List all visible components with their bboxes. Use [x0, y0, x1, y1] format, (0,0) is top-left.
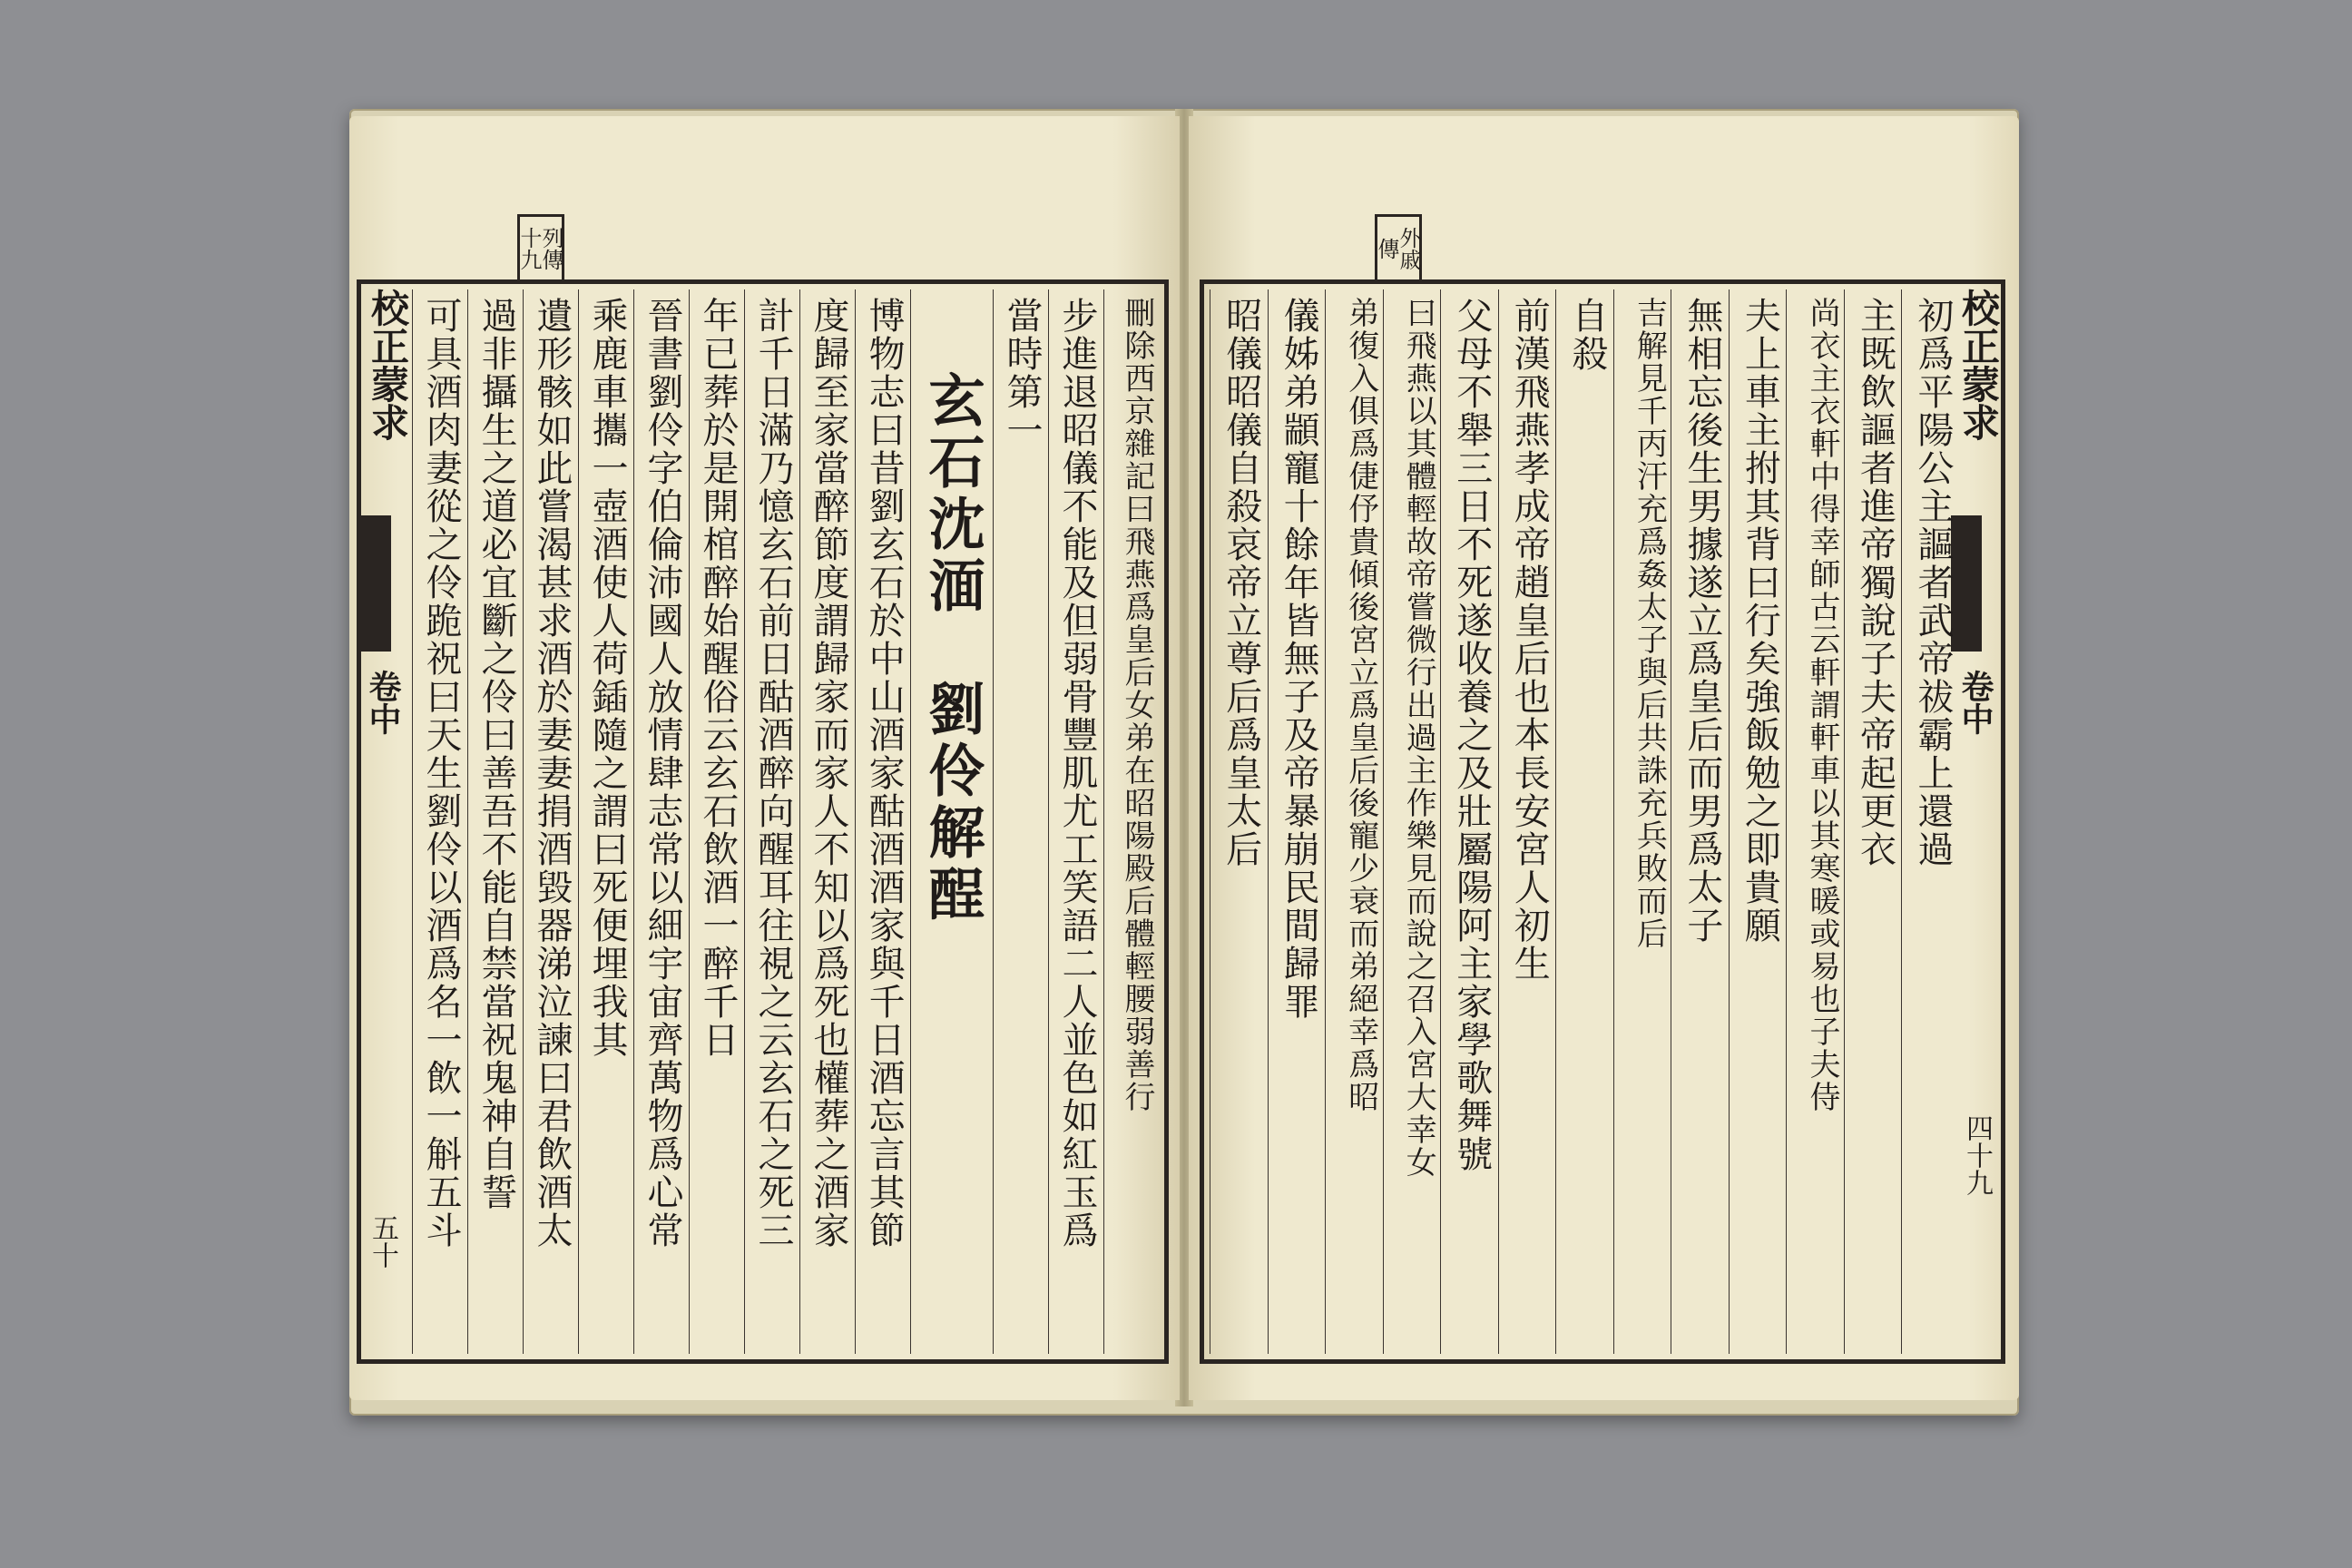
right-text-frame [1200, 279, 2005, 1364]
right-edge-volume: 卷中 [1956, 670, 1994, 735]
left-edge-volume: 卷中 [364, 670, 402, 735]
left-text-columns [412, 289, 1159, 1354]
left-page-number: 五十 [367, 1214, 398, 1269]
text-column: 昭儀昭儀自殺哀帝立尊后爲皇太后 [1210, 289, 1268, 1354]
section-heading: 玄石沈湎 劉伶解酲 [910, 289, 993, 1354]
text-column: 尚衣主衣軒中得幸師古云軒謂軒車以其寒暖或易也子夫侍 [1786, 289, 1844, 1354]
text-column: 計千日滿乃憶玄石前日酤酒醉向醒耳往視之云玄石之死三 [744, 289, 799, 1354]
right-page [1189, 116, 2019, 1400]
left-page-tab: 列傳十九 [517, 214, 564, 283]
left-page [349, 116, 1180, 1400]
open-book [349, 109, 2019, 1416]
right-edge-title: 校正蒙求 [1956, 289, 2001, 441]
text-column: 步進退昭儀不能及但弱骨豐肌尤工笑語二人並色如紅玉爲 [1048, 289, 1103, 1354]
text-column: 父母不舉三日不死遂收養之及壯屬陽阿主家學歌舞號 [1440, 289, 1498, 1354]
text-column: 刪除西京雜記曰飛燕爲皇后女弟在昭陽殿后體輕腰弱善行 [1103, 289, 1159, 1354]
text-column: 遺形骸如此嘗渴甚求酒於妻妻捐酒毀器涕泣諫曰君飲酒太 [523, 289, 578, 1354]
text-column: 主既飲謳者進帝獨說子夫帝起更衣 [1844, 289, 1902, 1354]
right-page-tab: 外戚傳 [1375, 214, 1422, 283]
text-column: 乘鹿車攜一壺酒使人荷鍤隨之謂曰死便埋我其 [578, 289, 633, 1354]
text-column: 吉解見千丙汗充爲姦太子與后共誅充兵敗而后 [1613, 289, 1671, 1354]
text-column: 無相忘後生男據遂立爲皇后而男爲太子 [1671, 289, 1729, 1354]
text-column: 過非攝生之道必宜斷之伶曰善吾不能自禁當祝鬼神自誓 [467, 289, 523, 1354]
text-column: 初爲平陽公主謳者武帝祓霸上還過 [1901, 289, 1959, 1354]
text-column: 晉書劉伶字伯倫沛國人放情肆志常以細宇宙齊萬物爲心常 [633, 289, 689, 1354]
text-column: 曰飛燕以其體輕故帝嘗微行出過主作樂見而說之召入宮大幸女 [1383, 289, 1441, 1354]
text-column: 博物志曰昔劉玄石於中山酒家酤酒酒家與千日酒忘言其節 [855, 289, 910, 1354]
left-edge-title: 校正蒙求 [366, 289, 410, 441]
text-column: 弟復入俱爲倢伃貴傾後宮立爲皇后後寵少衰而弟絕幸爲昭 [1325, 289, 1383, 1354]
right-page-number: 四十九 [1961, 1114, 1993, 1196]
text-column: 前漢飛燕孝成帝趙皇后也本長安宮人初生 [1498, 289, 1556, 1354]
text-column: 度歸至家當醉節度謂歸家而家人不知以爲死也權葬之酒家 [799, 289, 855, 1354]
text-column: 自殺 [1555, 289, 1613, 1354]
text-column: 年已葬於是開棺醉始醒俗云玄石飲酒一醉千日 [689, 289, 744, 1354]
text-column: 儀姊弟顓寵十餘年皆無子及帝暴崩民間歸罪 [1268, 289, 1326, 1354]
right-text-columns [1210, 289, 1959, 1354]
text-column: 可具酒肉妻從之伶跪祝曰天生劉伶以酒爲名一飲一斛五斗 [412, 289, 467, 1354]
text-column: 夫上車主拊其背曰行矣強飯勉之即貴願 [1729, 289, 1787, 1354]
text-column: 當時第一 [993, 289, 1048, 1354]
left-text-frame [357, 279, 1169, 1364]
